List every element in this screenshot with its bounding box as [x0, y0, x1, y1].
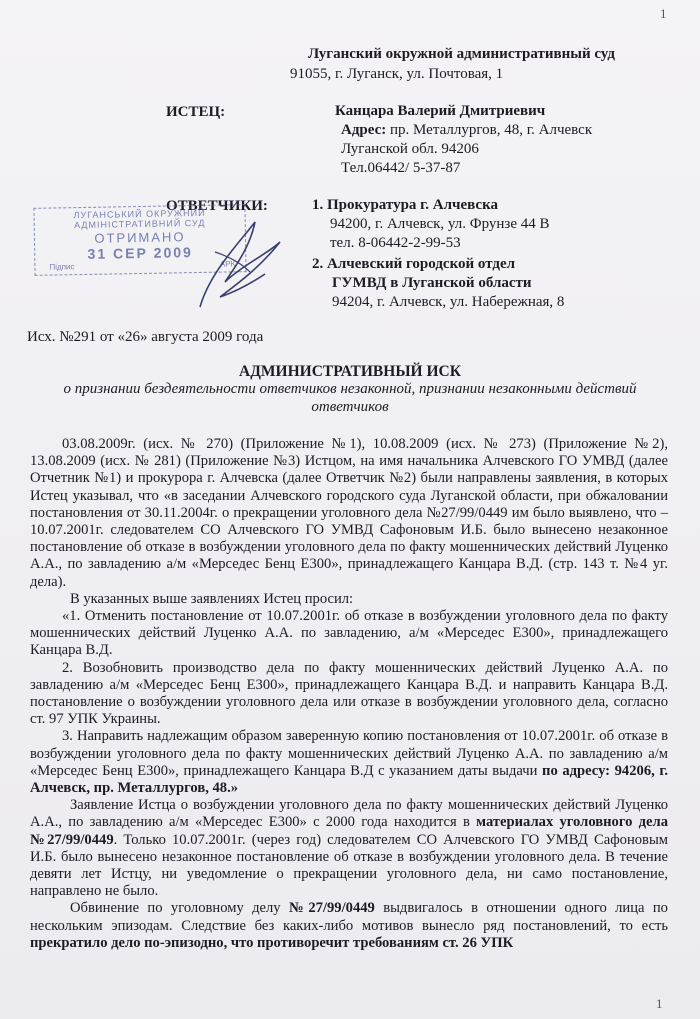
page-number-bottom: 1 — [656, 996, 663, 1011]
body-paragraph-3-c: . Только 10.07.2001г. (через год) следователем СО Алчевского ГО УМВД Сафоновым И.Б. было вынесено незаконное постановление об отказе в возбуждении уголовного дела. В течение девяти лет Истцу, ни уведомление о прекращении уголовного дела, ни само постановление, направлено не было. — [30, 831, 668, 900]
plaintiff-region: Луганской обл. 94206 — [341, 141, 479, 157]
stamp-line-1: ЛУГАНСЬКИЙ ОКРУЖНИЙ — [73, 207, 206, 221]
request-item-3-text: 3. Направить надлежащим образом заверенную копию постановления от 10.07.2001г. об отказе в возбуждении уголовного дела по факту мошеннических действий Луценко А.А. по завладению а/м «Мерседес Бенц Е300», принадлежащего Канцара В.Д с указанием даты выдачи — [30, 728, 668, 779]
plaintiff-block — [335, 102, 592, 178]
defendants-block — [312, 196, 564, 312]
outgoing-number: Исх. №291 от «26» августа 2009 года — [27, 329, 264, 345]
court-block — [250, 44, 670, 84]
document-title: АДМИНИСТРАТИВНЫЙ ИСК — [239, 363, 461, 380]
body-paragraph-4-a: Обвинение по уголовному делу — [70, 900, 289, 917]
request-item-2: 2. Возобновить производство дела по факту мошеннических действий Луценко А.А. по завладению а/м «Мерседес Бенц Е300», принадлежащего Канцара В.Д. и направить Канцара В.Д. постановление о возбуждении уголовного дела или отказе в возбуждении уголовного дела, согласно ст. 97 УПК Украины. — [30, 659, 668, 728]
stamp-sheets-label: АРК. — [219, 259, 238, 269]
body-paragraph-3-case: материалах уголовного дела №27/99/0449 — [30, 814, 668, 848]
body-paragraph-4 — [30, 900, 668, 952]
plaintiff-label: ИСТЕЦ: — [166, 104, 226, 120]
request-item-1: «1. Отменить постановление от 10.07.2001г. об отказе в возбуждении уголовного дела по факту мошеннических действий Луценко А.А. по завладению, а/м «Мерседес Е300», принадлежащего Канцара В.Д. — [30, 608, 668, 659]
plaintiff-address-line — [335, 121, 592, 140]
body-paragraph-4-case: №27/99/0449 — [288, 900, 375, 917]
body-paragraph-4-c: выдвигалось в отношении одного лица по нескольким эпизодам. Следствие без каких-либо мотивов вынесло ряд постановлений, то есть — [30, 900, 668, 934]
stamp-signature-label: Підпис — [49, 262, 75, 272]
document-subtitle: о признании бездеятельности ответчиков незаконной, признании незаконными действий ответчиков — [63, 381, 637, 415]
page-number-top: 1 — [660, 6, 667, 21]
defendant-1-address: 94200, г. Алчевск, ул. Фрунзе 44 В — [330, 216, 550, 232]
defendants-label: ОТВЕТЧИКИ: — [166, 198, 268, 214]
defendant-1-name: 1. Прокуратура г. Алчевска — [312, 197, 498, 213]
plaintiff-phone: Тел.06442/ 5-37-87 — [341, 160, 461, 176]
body-paragraph-2: В указанных выше заявлениях Истец просил: — [70, 590, 354, 607]
plaintiff-address: пр. Металлургов, 48, г. Алчевск — [386, 122, 593, 138]
defendant-1-phone: тел. 8-06442-2-99-53 — [330, 235, 461, 251]
court-address: 91055, г. Луганск, ул. Почтовая, 1 — [290, 66, 504, 82]
request-item-3-address: по адресу: 94206, г. Алчевск, пр. Металлургов, 48.» — [30, 762, 668, 797]
court-name: Луганский окружной административный суд — [308, 46, 615, 62]
defendant-2-name-line2: ГУМВД в Луганской области — [332, 275, 532, 291]
document-body — [30, 436, 668, 952]
plaintiff-address-label: Адрес: — [341, 122, 387, 138]
defendant-2-address: 94204, г. Алчевск, ул. Набережная, 8 — [332, 294, 565, 310]
stamp-line-2: АДМІНІСТРАТИВНИЙ СУД — [73, 217, 206, 231]
body-paragraph-1: 03.08.2009г. (исх. № 270) (Приложение №1), 10.08.2009 (исх. № 273) (Приложение №2), 13.08.2009 (исх. № 281) (Приложение №3) Истцом, на имя начальника Алчевского ГО УМВД (далее Отчетник №1) и прокурора г. Алчевска (далее Ответчик №2) были направлены заявления, в которых Истец указывал, что «в заседании Алчевского городского суда Луганской области, при обжаловании постановления от 30.11.2004г. о прекращении уголовного дела №27/99/0449 им было выявлено, что – 10.07.2001г. следователем СО Алчевского ГО УМВД Сафоновым И.Б. было вынесено незаконное постановление об отказе в возбуждении уголовного дела по факту мошеннических действий Луценко А.А., по завладению а/м «Мерседес Бенц Е300», принадлежащего Канцара В.Д. (стр. 143 т. №4 уг. дела). — [30, 436, 668, 590]
stamp-date: 31 СЕР 2009 — [87, 244, 193, 262]
body-paragraph-3 — [30, 797, 668, 900]
stamp-received: ОТРИМАНО — [94, 229, 186, 246]
request-item-3 — [30, 728, 668, 797]
defendant-2-name: 2. Алчевский городской отдел — [312, 256, 516, 272]
body-paragraph-4-d: прекратило дело по-эпизодно, что противоречит требованиям ст. 26 УПК — [30, 934, 514, 951]
handwritten-signature — [180, 212, 290, 322]
plaintiff-name: Канцара Валерий Дмитриевич — [335, 103, 546, 119]
body-paragraph-3-a: Заявление Истца о возбуждении уголовного дела по факту мошеннических действий Луценко А.А., по завладению а/м «Мерседес Е300» с 2000 года находится в — [30, 797, 668, 831]
